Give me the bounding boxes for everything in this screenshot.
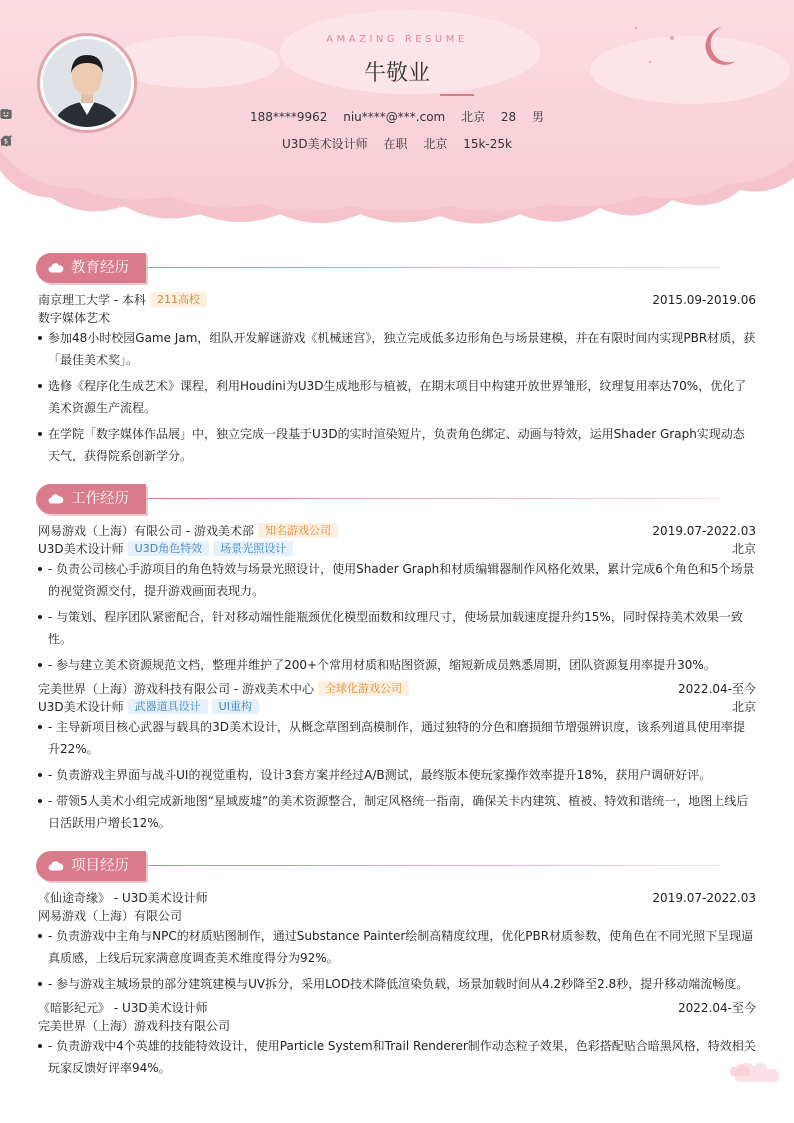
- resume-header: [0, 0, 794, 232]
- education-bullet: 参加48小时校园Game Jam，组队开发解谜游戏《机械迷宫》，独立完成低多边形角色与场景建模，并在有限时间内实现PBR材质，获「最佳美术奖」。: [38, 327, 756, 371]
- city-item: [461, 108, 485, 125]
- section-rule: [148, 267, 720, 268]
- work-city: 北京: [731, 700, 756, 714]
- work-header: [38, 522, 756, 540]
- work-date: 2019.07-2022.03: [652, 524, 756, 538]
- section-work-title: 工作经历: [71, 491, 129, 507]
- email-text: niu****@***.com: [343, 109, 446, 124]
- education-major: 数字媒体艺术: [38, 311, 111, 325]
- target-city-text: 北京: [423, 137, 448, 151]
- phone-item: [250, 110, 327, 124]
- position-text: U3D美术设计师: [282, 137, 368, 151]
- company-tag: 全球化游戏公司: [318, 681, 409, 696]
- work-header: [38, 680, 756, 698]
- work-city: 北京: [731, 542, 756, 556]
- contact-row: [0, 108, 794, 125]
- job-intent-row: [0, 135, 794, 152]
- age-item: [501, 110, 516, 124]
- project-bullet: - 负责游戏中主角与NPC的材质贴图制作，通过Substance Painter绘制高精度纹理，优化PBR材质参数，使角色在不同光照下呈现逼真质感，上线后玩家满意度调查美术维度得分为92%。: [38, 925, 756, 969]
- skill-tag: UI重构: [212, 699, 259, 714]
- education-header: [38, 291, 756, 309]
- gender-item: [532, 108, 544, 125]
- project-title: 《暗影纪元》 - U3D美术设计师: [38, 1001, 208, 1015]
- phone-text: 188****9962: [249, 109, 328, 124]
- work-bullet: - 负责游戏主界面与战斗UI的视觉重构，设计3套方案并经过A/B测试，最终版本使玩家操作效率提升18%，获用户调研好评。: [38, 764, 756, 786]
- work-role: U3D美术设计师: [38, 700, 124, 714]
- work-bullet: - 与策划、程序团队紧密配合，针对移动端性能瓶颈优化模型面数和纹理尺寸，使场景加载速度提升约15%，同时保持美术效果一致性。: [38, 606, 756, 650]
- project-company: 完美世界（上海）游戏科技有限公司: [38, 1019, 231, 1033]
- work-date: 2022.04-至今: [678, 682, 756, 696]
- work-bullet: - 负责公司核心手游项目的角色特效与场景光照设计，使用Shader Graph和材质编辑器制作风格化效果，累计完成6个角色和5个场景的视觉资源交付，提升游戏画面表现力。: [38, 558, 756, 602]
- company-tag: 知名游戏公司: [258, 523, 338, 538]
- section-education-title: 教育经历: [71, 260, 129, 276]
- coin-icon: [0, 135, 12, 147]
- school-name: 南京理工大学 - 本科: [38, 293, 146, 307]
- section-projects-title: 项目经历: [71, 858, 129, 874]
- cloud-icon: [48, 494, 64, 504]
- work-bullet: - 主导新项目核心武器与载具的3D美术设计，从概念草图到高模制作，通过独特的分色和磨损细节增强辨识度，该系列道具使用率提升22%。: [38, 716, 756, 760]
- salary-text: 15k-25k: [463, 136, 512, 151]
- project-bullet: - 参与游戏主城场景的部分建筑建模与UV拆分，采用LOD技术降低渲染负载，场景加载时间从4.2秒降至2.8秒，提升移动端流畅度。: [38, 973, 756, 995]
- smile-icon: [0, 108, 12, 120]
- section-rule: [148, 865, 720, 866]
- svg-text:$: $: [3, 137, 9, 146]
- project-header: [38, 999, 756, 1017]
- work-role-row: [38, 540, 756, 558]
- age-text: 28: [500, 109, 517, 124]
- work-bullet: - 参与建立美术资源规范文档，整理并维护了200+个常用材质和贴图资源，缩短新成员熟悉周期，团队资源复用率提升30%。: [38, 654, 756, 676]
- project-bullet: - 负责游戏中4个英雄的技能特效设计，使用Particle System和Trail Renderer制作动态粒子效果，色彩搭配贴合暗黑风格，特效相关玩家反馈好评率94%。: [38, 1035, 756, 1079]
- cloud-icon: [48, 263, 64, 273]
- gender-text: 男: [532, 110, 545, 124]
- status-item: [384, 135, 408, 152]
- city-text: 北京: [461, 110, 486, 124]
- status-text: 在职: [383, 137, 408, 151]
- project-header: [38, 889, 756, 907]
- work-role-row: [38, 698, 756, 716]
- project-date: 2022.04-至今: [678, 1001, 756, 1015]
- candidate-name: 牛敬业: [363, 61, 430, 86]
- cloud-icon: [48, 861, 64, 871]
- section-rule: [148, 498, 720, 499]
- education-bullet: 在学院「数字媒体作品展」中，独立完成一段基于U3D的实时渲染短片，负责角色绑定、动画与特效，运用Shader Graph实现动态天气，获得院系创新学分。: [38, 423, 756, 467]
- cloud-decoration: [728, 1058, 784, 1086]
- skill-tag: 武器道具设计: [128, 699, 208, 714]
- resume-brand: AMAZING RESUME: [326, 34, 468, 45]
- position-item: [282, 135, 368, 152]
- education-bullet: 选修《程序化生成艺术》课程，利用Houdini为U3D生成地形与植被，在期末项目中构建开放世界雏形，纹理复用率达70%，优化了美术资源生产流程。: [38, 375, 756, 419]
- project-company: 网易游戏（上海）有限公司: [38, 909, 183, 923]
- project-title: 《仙途奇缘》 - U3D美术设计师: [38, 891, 208, 905]
- company-name: 完美世界（上海）游戏科技有限公司 - 游戏美术中心: [38, 682, 314, 696]
- school-tag: 211高校: [150, 292, 207, 307]
- email-item: [343, 110, 445, 124]
- work-bullet: - 带领5人美术小组完成新地图“星域废墟”的美术资源整合，制定风格统一指南，确保关卡内建筑、植被、特效和谐统一，地图上线后日活跃用户增长12%。: [38, 790, 756, 834]
- skill-tag: 场景光照设计: [213, 541, 293, 556]
- company-name: 网易游戏（上海）有限公司 - 游戏美术部: [38, 524, 254, 538]
- name-underline: [440, 94, 474, 96]
- project-date: 2019.07-2022.03: [652, 891, 756, 905]
- work-role: U3D美术设计师: [38, 542, 124, 556]
- target-city-item: [423, 135, 447, 152]
- skill-tag: U3D角色特效: [128, 541, 210, 556]
- education-date: 2015.09-2019.06: [652, 293, 756, 307]
